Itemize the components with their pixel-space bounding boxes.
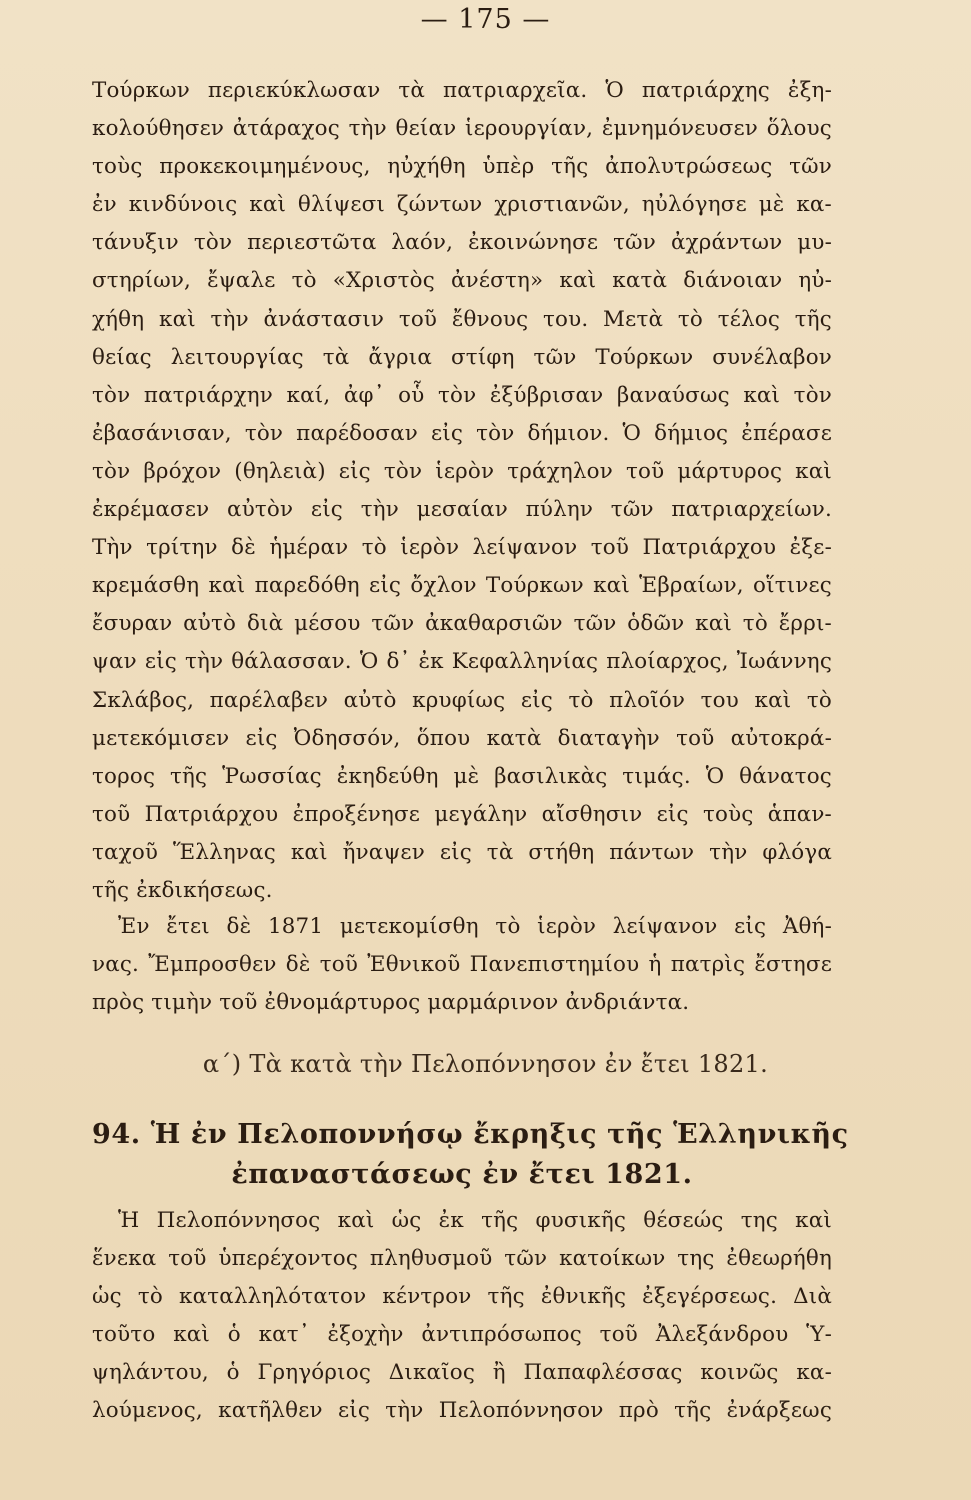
- text-line: ψαν εἰς τὴν θάλασσαν. Ὁ δ᾽ ἐκ Κεφαλληνίας πλοίαρχος, Ἰωάννης: [92, 649, 832, 675]
- text-line: τοῦ Πατριάρχου ἐπροξένησε μεγάλην αἴσθησιν εἰς τοὺς ἁπαν-: [92, 801, 832, 827]
- heading-line: ἐπαναστάσεως ἐν ἔτει 1821.: [231, 1159, 693, 1190]
- page-number: — 175 —: [420, 4, 551, 35]
- text-line: τορος τῆς Ῥωσσίας ἐκηδεύθη μὲ βασιλικὰς τιμάς. Ὁ θάνατος: [92, 763, 832, 789]
- text-line: Τούρκων περιεκύκλωσαν τὰ πατριαρχεῖα. Ὁ πατριάρχης ἐξη-: [92, 78, 832, 103]
- text-line: θείας λειτουργίας τὰ ἄγρια στίφη τῶν Τούρκων συνέλαβον: [92, 344, 832, 370]
- text-line: ταχοῦ Ἕλληνας καὶ ἤναψεν εἰς τὰ στήθη πάντων τὴν φλόγα: [92, 839, 832, 865]
- text-line: στηρίων, ἔψαλε τὸ «Χριστὸς ἀνέστη» καὶ κατὰ διάνοιαν ηὐ-: [92, 268, 832, 294]
- text-line: ἐβασάνισαν, τὸν παρέδοσαν εἰς τὸν δήμιον. Ὁ δήμιος ἐπέρασε: [92, 420, 832, 446]
- text-line: πρὸς τιμὴν τοῦ ἐθνομάρτυρος μαρμάρινον ἀνδριάντα.: [92, 990, 690, 1016]
- text-line: τοῦτο καὶ ὁ κατ᾽ ἐξοχὴν ἀντιπρόσωπος τοῦ Ἀλεξάνδρου Ὑ-: [92, 1322, 832, 1348]
- text-line: ὡς τὸ καταλληλότατον κέντρον τῆς ἐθνικῆς ἐξεγέρσεως. Διὰ: [92, 1284, 832, 1310]
- text-line: Τὴν τρίτην δὲ ἡμέραν τὸ ἱερὸν λείψανον τοῦ Πατριάρχου ἐξε-: [92, 535, 832, 561]
- text-line: ἕνεκα τοῦ ὑπερέχοντος πληθυσμοῦ τῶν κατοίκων της ἐθεωρήθη: [92, 1246, 832, 1272]
- paragraph-peloponnese: [92, 1202, 832, 1431]
- text-line: λούμενος, κατῆλθεν εἰς τὴν Πελοπόννησον πρὸ τῆς ἐνάρξεως: [92, 1398, 832, 1424]
- section-heading: [92, 1115, 849, 1195]
- text-line: Ἡ Πελοπόννησος καὶ ὡς ἐκ τῆς φυσικῆς θέσεώς της καὶ: [118, 1208, 832, 1233]
- text-line: τάνυξιν τὸν περιεστῶτα λαόν, ἐκοινώνησε τῶν ἀχράντων μυ-: [92, 230, 832, 256]
- subsection-title: α΄) Τὰ κατὰ τὴν Πελοπόννησον ἐν ἔτει 1821.: [202, 1050, 769, 1078]
- heading-line: 94. Ἡ ἐν Πελοποννήσῳ ἔκρηξις τῆς Ἑλληνικῆς: [92, 1119, 849, 1150]
- text-line: νας. Ἔμπροσθεν δὲ τοῦ Ἐθνικοῦ Πανεπιστημίου ἡ πατρὶς ἔστησε: [92, 952, 832, 978]
- text-line: τῆς ἐκδικήσεως.: [92, 877, 273, 903]
- paragraph-relics-athens: [92, 908, 832, 1022]
- text-line: Ἐν ἔτει δὲ 1871 μετεκομίσθη τὸ ἱερὸν λείψανον εἰς Ἀθή-: [118, 914, 832, 939]
- paragraph-patriarch-death: [92, 72, 832, 910]
- text-line: ἐν κινδύνοις καὶ θλίψεσι ζώντων χριστιανῶν, ηὐλόγησε μὲ κα-: [92, 192, 832, 218]
- text-line: χήθη καὶ τὴν ἀνάστασιν τοῦ ἔθνους του. Μετὰ τὸ τέλος τῆς: [92, 306, 832, 332]
- text-line: Σκλάβος, παρέλαβεν αὐτὸ κρυφίως εἰς τὸ πλοῖόν του καὶ τὸ: [92, 687, 832, 713]
- text-line: κρεμάσθη καὶ παρεδόθη εἰς ὄχλον Τούρκων καὶ Ἑβραίων, οἵτινες: [92, 573, 832, 599]
- text-line: τοὺς προκεκοιμημένους, ηὐχήθη ὑπὲρ τῆς ἀπολυτρώσεως τῶν: [92, 154, 832, 180]
- text-line: ἐκρέμασεν αὐτὸν εἰς τὴν μεσαίαν πύλην τῶν πατριαρχείων.: [92, 497, 832, 523]
- text-line: ἔσυραν αὐτὸ διὰ μέσου τῶν ἀκαθαρσιῶν τῶν ὁδῶν καὶ τὸ ἔρρι-: [92, 611, 832, 637]
- text-line: ψηλάντου, ὁ Γρηγόριος Δικαῖος ἢ Παπαφλέσσας κοινῶς κα-: [92, 1360, 832, 1386]
- text-line: μετεκόμισεν εἰς Ὀδησσόν, ὅπου κατὰ διαταγὴν τοῦ αὐτοκρά-: [92, 725, 832, 751]
- text-line: κολούθησεν ἀτάραχος τὴν θείαν ἱερουργίαν, ἐμνημόνευσεν ὅλους: [92, 116, 832, 142]
- text-line: τὸν πατριάρχην καί, ἀφ᾽ οὗ τὸν ἐξύβρισαν βαναύσως καὶ τὸν: [92, 382, 832, 408]
- text-line: τὸν βρόχον (θηλειὰ) εἰς τὸν ἱερὸν τράχηλον τοῦ μάρτυρος καὶ: [92, 458, 832, 484]
